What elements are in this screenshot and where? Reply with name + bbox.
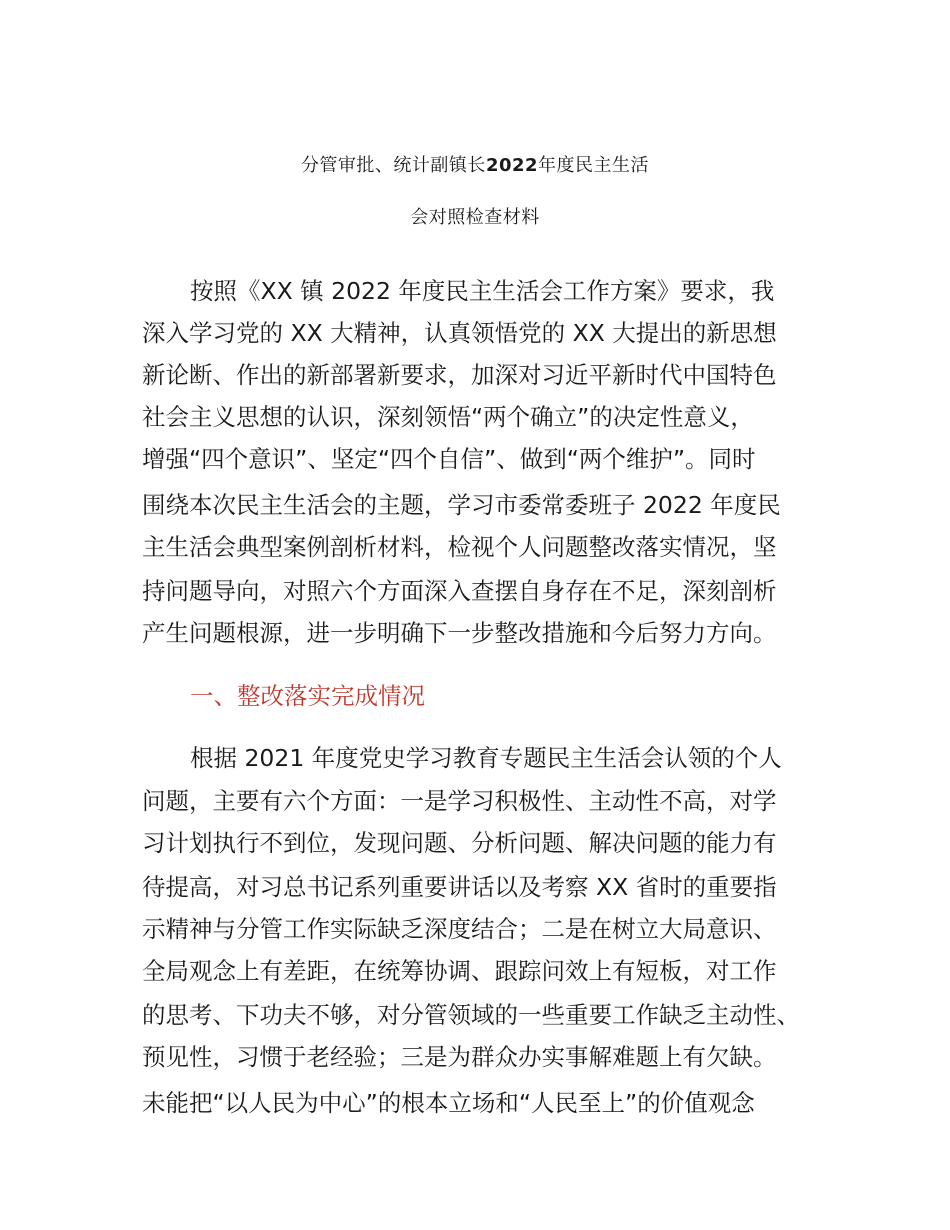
paragraph-line: 深入学习党的 XX 大精神，认真领悟党的 XX 大提出的新思想 (142, 319, 777, 347)
paragraph-line: 示精神与分管工作实际缺乏深度结合；二是在树立大局意识、 (142, 915, 777, 943)
paragraph-line: 习计划执行不到位，发现问题、分析问题、解决问题的能力有 (142, 829, 777, 857)
paragraph-line: 产生问题根源，进一步明确下一步整改措施和今后努力方向。 (142, 619, 777, 647)
document-title-line-1 (0, 146, 950, 186)
paragraph-line: 根据 2021 年度党史学习教育专题民主生活会认领的个人 (190, 744, 782, 772)
title-year: 2022 (485, 155, 539, 176)
title-suffix: 年度民主生活 (538, 155, 650, 176)
title-prefix: 分管审批、统计副镇长 (300, 155, 486, 176)
paragraph-line: 社会主义思想的认识，深刻领悟“两个确立”的决定性意义， (142, 403, 754, 431)
paragraph-line: 增强“四个意识”、坚定“四个自信”、做到“两个维护”。同时 (142, 445, 756, 473)
paragraph-line: 预见性，习惯于老经验；三是为群众办实事解难题上有欠缺。 (142, 1043, 777, 1071)
paragraph-line: 按照《XX 镇 2022 年度民主生活会工作方案》要求，我 (190, 277, 775, 305)
paragraph-line: 待提高，对习总书记系列重要讲话以及考察 XX 省时的重要指 (142, 873, 777, 901)
section-heading: 一、整改落实完成情况 (190, 682, 425, 710)
paragraph-line: 全局观念上有差距，在统筹协调、跟踪问效上有短板，对工作 (142, 957, 777, 985)
document-title-line-2: 会对照检查材料 (410, 207, 540, 228)
paragraph-line: 的思考、下功夫不够，对分管领域的一些重要工作缺乏主动性、 (142, 1001, 800, 1029)
paragraph-line: 围绕本次民主生活会的主题，学习市委常委班子 2022 年度民 (142, 491, 781, 519)
paragraph-line: 新论断、作出的新部署新要求，加深对习近平新时代中国特色 (142, 361, 777, 389)
paragraph-line: 问题，主要有六个方面：一是学习积极性、主动性不高，对学 (142, 787, 777, 815)
paragraph-line: 持问题导向，对照六个方面深入查摆自身存在不足，深刻剖析 (142, 577, 777, 605)
paragraph-line: 未能把“以人民为中心”的根本立场和“人民至上”的价值观念 (142, 1089, 755, 1117)
paragraph-line: 主生活会典型案例剖析材料，检视个人问题整改落实情况，坚 (142, 533, 777, 561)
